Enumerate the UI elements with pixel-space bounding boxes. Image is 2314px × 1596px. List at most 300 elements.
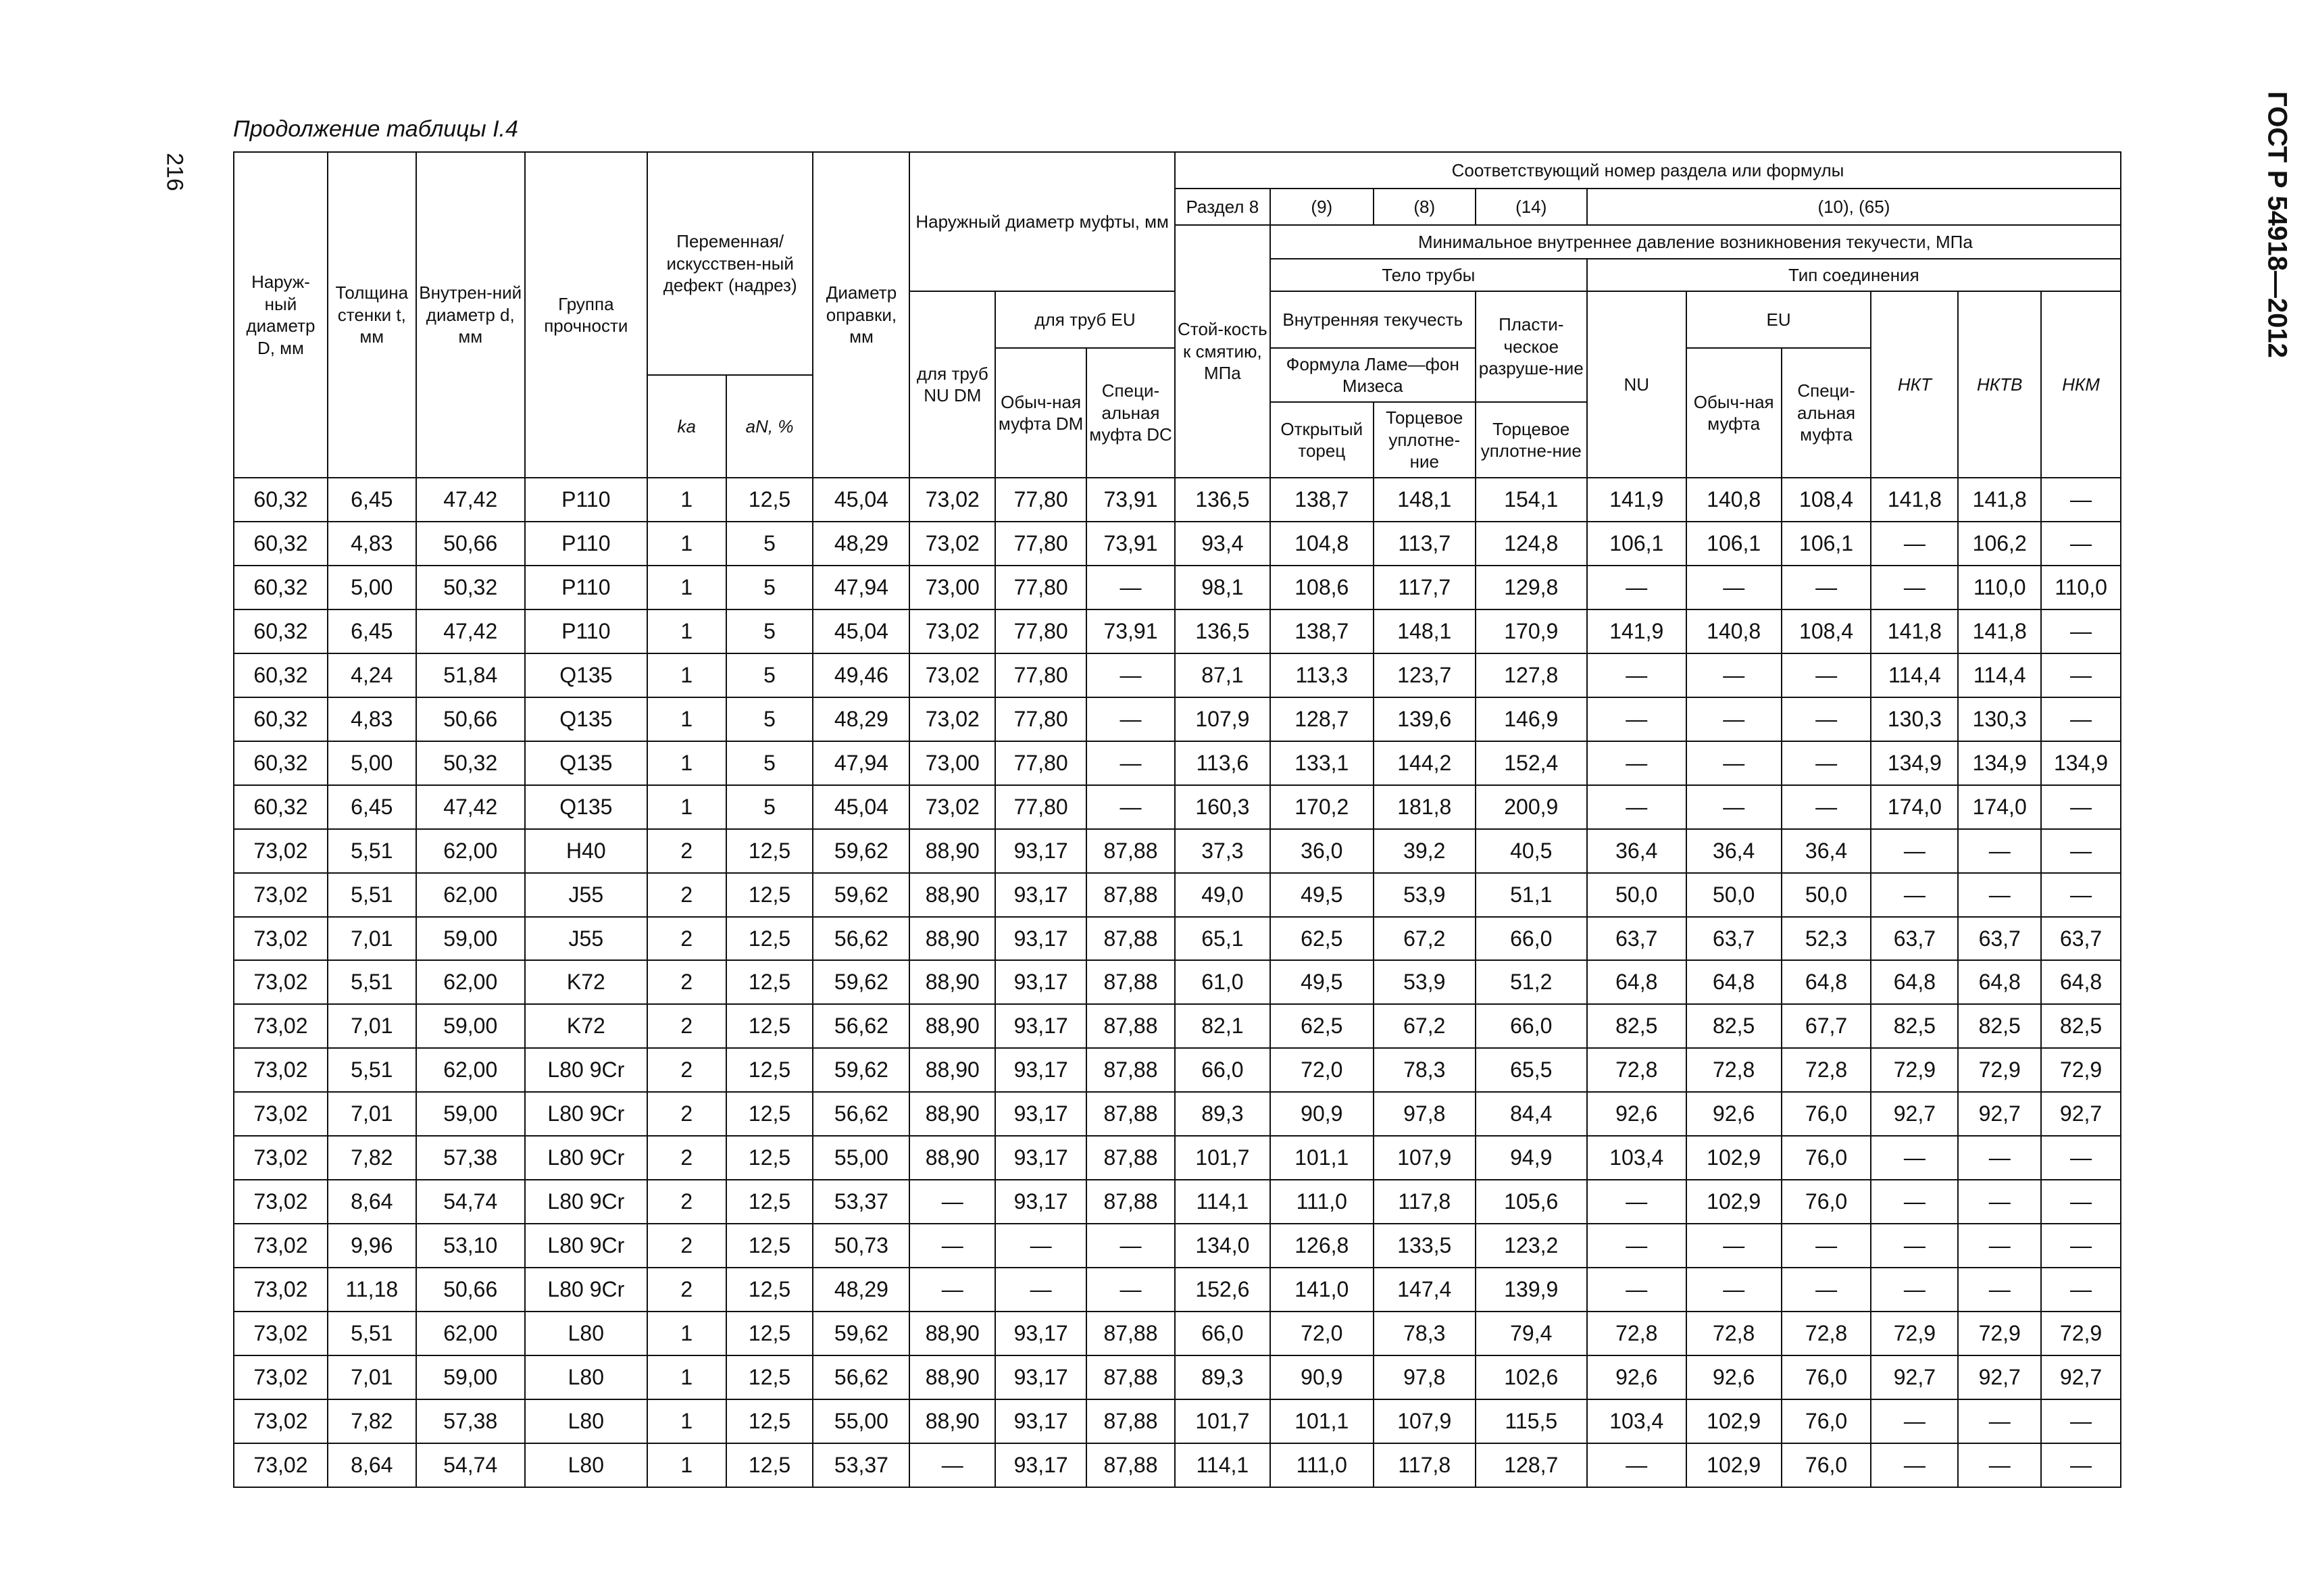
- table-cell: 59,00: [416, 1004, 525, 1048]
- table-cell: 134,9: [1871, 741, 1958, 785]
- table-cell: 87,88: [1086, 1004, 1175, 1048]
- table-cell: 2: [647, 960, 726, 1004]
- table-cell: 93,17: [995, 1048, 1086, 1092]
- table-cell: 93,17: [995, 1355, 1086, 1399]
- table-cell: 76,0: [1782, 1092, 1871, 1136]
- header-an: aN, %: [726, 375, 813, 478]
- table-cell: 108,4: [1782, 609, 1871, 653]
- table-cell: 50,0: [1782, 873, 1871, 917]
- table-cell: 134,0: [1175, 1224, 1270, 1268]
- table-cell: 93,17: [995, 1443, 1086, 1487]
- table-cell: 12,5: [726, 917, 813, 961]
- table-cell: —: [2041, 522, 2121, 566]
- table-cell: 45,04: [813, 785, 909, 829]
- table-cell: 102,9: [1686, 1443, 1782, 1487]
- table-cell: 73,02: [909, 697, 995, 741]
- table-cell: 88,90: [909, 1136, 995, 1180]
- table-cell: 148,1: [1374, 609, 1476, 653]
- table-cell: 113,3: [1270, 653, 1374, 697]
- table-cell: —: [995, 1224, 1086, 1268]
- table-row: [234, 1443, 2121, 1487]
- table-cell: 79,4: [1476, 1312, 1587, 1355]
- table-cell: 62,5: [1270, 1004, 1374, 1048]
- table-cell: L80 9Cr: [525, 1048, 647, 1092]
- table-cell: 82,5: [1587, 1004, 1686, 1048]
- table-cell: 7,01: [328, 1355, 416, 1399]
- table-cell: 114,1: [1175, 1443, 1270, 1487]
- table-cell: L80: [525, 1443, 647, 1487]
- table-cell: —: [2041, 829, 2121, 873]
- table-cell: 53,9: [1374, 873, 1476, 917]
- table-cell: 47,42: [416, 785, 525, 829]
- table-cell: 111,0: [1270, 1180, 1374, 1224]
- header-plastic-failure: Пласти-ческое разруше-ние: [1476, 291, 1587, 402]
- table-cell: 108,6: [1270, 566, 1374, 609]
- table-cell: 72,9: [1871, 1312, 1958, 1355]
- table-cell: 62,00: [416, 829, 525, 873]
- table-cell: 87,88: [1086, 873, 1175, 917]
- table-cell: 88,90: [909, 1355, 995, 1399]
- table-cell: 105,6: [1476, 1180, 1587, 1224]
- table-cell: 50,73: [813, 1224, 909, 1268]
- table-cell: 56,62: [813, 1092, 909, 1136]
- header-coupling-od: Наружный диаметр муфты, мм: [909, 152, 1175, 291]
- table-cell: —: [1686, 566, 1782, 609]
- table-cell: 87,88: [1086, 829, 1175, 873]
- table-cell: —: [2041, 1136, 2121, 1180]
- table-cell: —: [2041, 653, 2121, 697]
- table-cell: 87,88: [1086, 1443, 1175, 1487]
- table-cell: 63,7: [2041, 917, 2121, 961]
- table-cell: 49,46: [813, 653, 909, 697]
- table-cell: 67,7: [1782, 1004, 1871, 1048]
- table-cell: 6,45: [328, 785, 416, 829]
- table-cell: 73,02: [909, 785, 995, 829]
- table-cell: 72,8: [1782, 1048, 1871, 1092]
- table-cell: —: [1686, 653, 1782, 697]
- table-cell: H40: [525, 829, 647, 873]
- table-cell: 77,80: [995, 566, 1086, 609]
- table-cell: 12,5: [726, 1355, 813, 1399]
- table-row: [234, 1355, 2121, 1399]
- table-cell: 77,80: [995, 785, 1086, 829]
- table-cell: —: [995, 1268, 1086, 1312]
- table-cell: 72,0: [1270, 1048, 1374, 1092]
- header-internal-yield: Внутренняя текучесть: [1270, 291, 1476, 348]
- header-special-coupling: Специ-альная муфта DC: [1086, 348, 1175, 478]
- table-cell: 148,1: [1374, 478, 1476, 522]
- table-cell: —: [1782, 1268, 1871, 1312]
- table-cell: 5,00: [328, 741, 416, 785]
- table-cell: 66,0: [1476, 917, 1587, 961]
- table-cell: 5: [726, 785, 813, 829]
- table-cell: 73,91: [1086, 478, 1175, 522]
- table-row: [234, 1048, 2121, 1092]
- table-cell: —: [1958, 1224, 2041, 1268]
- table-cell: 48,29: [813, 522, 909, 566]
- table-cell: 92,6: [1587, 1355, 1686, 1399]
- table-cell: 5,51: [328, 1048, 416, 1092]
- table-cell: 88,90: [909, 1004, 995, 1048]
- table-cell: 59,00: [416, 1355, 525, 1399]
- table-cell: 106,1: [1686, 522, 1782, 566]
- table-cell: 59,62: [813, 873, 909, 917]
- table-cell: —: [2041, 1268, 2121, 1312]
- table-cell: 114,4: [1958, 653, 2041, 697]
- table-cell: L80: [525, 1355, 647, 1399]
- table-cell: 56,62: [813, 1355, 909, 1399]
- table-cell: 73,02: [234, 1312, 328, 1355]
- header-open-end: Открытый торец: [1270, 402, 1374, 478]
- table-cell: 160,3: [1175, 785, 1270, 829]
- table-cell: 7,01: [328, 1004, 416, 1048]
- table-cell: K72: [525, 960, 647, 1004]
- table-cell: 84,4: [1476, 1092, 1587, 1136]
- table-cell: —: [1958, 1268, 2041, 1312]
- table-cell: —: [1871, 1136, 1958, 1180]
- table-cell: 93,17: [995, 960, 1086, 1004]
- table-cell: 136,5: [1175, 478, 1270, 522]
- table-cell: 87,88: [1086, 1399, 1175, 1443]
- table-cell: 126,8: [1270, 1224, 1374, 1268]
- table-cell: 60,32: [234, 653, 328, 697]
- table-cell: 1: [647, 1443, 726, 1487]
- table-cell: 170,9: [1476, 609, 1587, 653]
- table-cell: 174,0: [1958, 785, 2041, 829]
- table-cell: —: [1958, 1399, 2041, 1443]
- table-cell: 88,90: [909, 917, 995, 961]
- table-cell: 111,0: [1270, 1443, 1374, 1487]
- table-cell: 50,32: [416, 566, 525, 609]
- table-cell: 138,7: [1270, 609, 1374, 653]
- table-cell: 141,8: [1871, 478, 1958, 522]
- table-cell: 5,51: [328, 829, 416, 873]
- table-cell: 133,5: [1374, 1224, 1476, 1268]
- table-cell: —: [909, 1268, 995, 1312]
- header-outer-diameter: Наруж-ный диаметр D, мм: [234, 152, 328, 478]
- table-cell: 92,7: [1958, 1092, 2041, 1136]
- table-cell: 59,62: [813, 960, 909, 1004]
- table-cell: 93,4: [1175, 522, 1270, 566]
- table-cell: 47,94: [813, 741, 909, 785]
- table-cell: 40,5: [1476, 829, 1587, 873]
- table-cell: —: [1871, 522, 1958, 566]
- table-cell: —: [1587, 741, 1686, 785]
- table-cell: 76,0: [1782, 1136, 1871, 1180]
- table-cell: 66,0: [1175, 1312, 1270, 1355]
- table-row: [234, 741, 2121, 785]
- table-cell: 49,0: [1175, 873, 1270, 917]
- table-cell: 1: [647, 478, 726, 522]
- table-cell: —: [909, 1180, 995, 1224]
- table-row: [234, 873, 2121, 917]
- table-cell: 73,02: [234, 1399, 328, 1443]
- table-cell: —: [1086, 697, 1175, 741]
- table-cell: 1: [647, 522, 726, 566]
- table-cell: 110,0: [2041, 566, 2121, 609]
- header-section-8: Раздел 8: [1175, 189, 1270, 225]
- table-cell: L80 9Cr: [525, 1136, 647, 1180]
- table-cell: 141,8: [1871, 609, 1958, 653]
- table-cell: 87,88: [1086, 1180, 1175, 1224]
- table-cell: 101,7: [1175, 1399, 1270, 1443]
- table-row: [234, 1224, 2121, 1268]
- table-cell: —: [1086, 1268, 1175, 1312]
- table-cell: 5: [726, 522, 813, 566]
- table-cell: 108,4: [1782, 478, 1871, 522]
- table-cell: 93,17: [995, 1092, 1086, 1136]
- table-cell: 63,7: [1587, 917, 1686, 961]
- table-cell: —: [909, 1224, 995, 1268]
- table-cell: 47,94: [813, 566, 909, 609]
- table-cell: —: [1587, 653, 1686, 697]
- table-cell: 73,02: [234, 829, 328, 873]
- table-cell: —: [1686, 1224, 1782, 1268]
- table-cell: 47,42: [416, 609, 525, 653]
- table-cell: L80 9Cr: [525, 1180, 647, 1224]
- table-cell: 141,0: [1270, 1268, 1374, 1312]
- table-cell: 53,9: [1374, 960, 1476, 1004]
- table-cell: 72,8: [1782, 1312, 1871, 1355]
- table-cell: 45,04: [813, 609, 909, 653]
- header-end-seal: Торцевое уплотне-ние: [1374, 402, 1476, 478]
- table-cell: 117,7: [1374, 566, 1476, 609]
- table-cell: 87,88: [1086, 1048, 1175, 1092]
- table-cell: 77,80: [995, 609, 1086, 653]
- table-cell: 12,5: [726, 873, 813, 917]
- table-cell: 89,3: [1175, 1355, 1270, 1399]
- table-cell: 72,9: [1958, 1312, 2041, 1355]
- table-cell: 72,9: [2041, 1312, 2121, 1355]
- table-cell: 52,3: [1782, 917, 1871, 961]
- table-cell: 62,00: [416, 873, 525, 917]
- data-table: [233, 151, 2121, 1488]
- table-cell: 92,7: [1958, 1355, 2041, 1399]
- table-cell: 92,6: [1686, 1355, 1782, 1399]
- table-cell: 136,5: [1175, 609, 1270, 653]
- table-cell: 36,4: [1686, 829, 1782, 873]
- table-cell: 2: [647, 1224, 726, 1268]
- table-cell: 72,8: [1587, 1312, 1686, 1355]
- table-cell: 73,02: [234, 1048, 328, 1092]
- table-cell: L80 9Cr: [525, 1092, 647, 1136]
- table-cell: —: [2041, 1224, 2121, 1268]
- table-cell: 50,66: [416, 1268, 525, 1312]
- table-cell: 92,6: [1686, 1092, 1782, 1136]
- header-ka: ka: [647, 375, 726, 478]
- table-cell: 55,00: [813, 1399, 909, 1443]
- table-cell: —: [1587, 697, 1686, 741]
- table-cell: 106,1: [1782, 522, 1871, 566]
- table-cell: 1: [647, 1355, 726, 1399]
- table-cell: 57,38: [416, 1399, 525, 1443]
- table-cell: 53,10: [416, 1224, 525, 1268]
- table-cell: 64,8: [1686, 960, 1782, 1004]
- table-row: [234, 1180, 2121, 1224]
- table-cell: 1: [647, 741, 726, 785]
- table-cell: 181,8: [1374, 785, 1476, 829]
- table-cell: 141,9: [1587, 478, 1686, 522]
- header-eu-regular: Обыч-ная муфта: [1686, 348, 1782, 478]
- table-cell: 8,64: [328, 1443, 416, 1487]
- table-cell: 7,82: [328, 1399, 416, 1443]
- table-cell: 54,74: [416, 1443, 525, 1487]
- table-cell: 7,82: [328, 1136, 416, 1180]
- table-cell: 128,7: [1270, 697, 1374, 741]
- table-cell: Q135: [525, 653, 647, 697]
- table-cell: 4,83: [328, 522, 416, 566]
- table-cell: 124,8: [1476, 522, 1587, 566]
- table-cell: 123,2: [1476, 1224, 1587, 1268]
- table-cell: 141,8: [1958, 609, 2041, 653]
- table-cell: 139,9: [1476, 1268, 1587, 1312]
- table-cell: 62,00: [416, 1048, 525, 1092]
- table-cell: 60,32: [234, 478, 328, 522]
- table-cell: 62,5: [1270, 917, 1374, 961]
- table-cell: Q135: [525, 785, 647, 829]
- header-for-nu-pipes: для труб NU DM: [909, 291, 995, 478]
- table-cell: 64,8: [1782, 960, 1871, 1004]
- table-cell: 73,02: [234, 1355, 328, 1399]
- table-cell: 60,32: [234, 609, 328, 653]
- table-cell: 61,0: [1175, 960, 1270, 1004]
- table-cell: P110: [525, 478, 647, 522]
- table-cell: 66,0: [1476, 1004, 1587, 1048]
- table-cell: —: [2041, 785, 2121, 829]
- table-cell: Q135: [525, 741, 647, 785]
- table-cell: 77,80: [995, 522, 1086, 566]
- table-cell: 2: [647, 917, 726, 961]
- table-cell: 64,8: [2041, 960, 2121, 1004]
- table-cell: Q135: [525, 697, 647, 741]
- table-cell: 90,9: [1270, 1092, 1374, 1136]
- table-cell: 5: [726, 653, 813, 697]
- table-cell: —: [2041, 1180, 2121, 1224]
- table-cell: —: [1782, 653, 1871, 697]
- table-cell: 93,17: [995, 829, 1086, 873]
- table-cell: 77,80: [995, 478, 1086, 522]
- table-cell: 60,32: [234, 785, 328, 829]
- table-cell: 50,0: [1587, 873, 1686, 917]
- table-cell: 50,32: [416, 741, 525, 785]
- table-cell: —: [1871, 1268, 1958, 1312]
- table-cell: 72,9: [2041, 1048, 2121, 1092]
- table-cell: —: [1686, 697, 1782, 741]
- table-cell: 101,7: [1175, 1136, 1270, 1180]
- table-cell: 141,9: [1587, 609, 1686, 653]
- table-cell: 2: [647, 1092, 726, 1136]
- table-cell: 60,32: [234, 522, 328, 566]
- table-cell: 63,7: [1871, 917, 1958, 961]
- table-cell: 47,42: [416, 478, 525, 522]
- table-cell: 60,32: [234, 566, 328, 609]
- table-cell: 55,00: [813, 1136, 909, 1180]
- table-cell: —: [1958, 873, 2041, 917]
- table-cell: —: [1871, 873, 1958, 917]
- table-cell: 63,7: [1686, 917, 1782, 961]
- table-cell: 56,62: [813, 1004, 909, 1048]
- table-cell: —: [1686, 741, 1782, 785]
- table-cell: 93,17: [995, 1399, 1086, 1443]
- table-cell: 73,02: [234, 1180, 328, 1224]
- table-cell: —: [1871, 829, 1958, 873]
- table-cell: 49,5: [1270, 960, 1374, 1004]
- table-cell: 12,5: [726, 1092, 813, 1136]
- header-for-eu-pipes: для труб EU: [995, 291, 1175, 348]
- table-cell: 8,64: [328, 1180, 416, 1224]
- table-cell: 146,9: [1476, 697, 1587, 741]
- table-cell: —: [1871, 1399, 1958, 1443]
- table-cell: 73,02: [234, 873, 328, 917]
- table-cell: L80 9Cr: [525, 1268, 647, 1312]
- table-row: [234, 478, 2121, 522]
- table-cell: 106,1: [1587, 522, 1686, 566]
- table-cell: 6,45: [328, 478, 416, 522]
- table-cell: 139,6: [1374, 697, 1476, 741]
- table-cell: 12,5: [726, 1224, 813, 1268]
- table-cell: 1: [647, 785, 726, 829]
- table-cell: —: [1782, 785, 1871, 829]
- table-cell: 12,5: [726, 1443, 813, 1487]
- table-cell: 147,4: [1374, 1268, 1476, 1312]
- table-cell: —: [1086, 741, 1175, 785]
- table-cell: 53,37: [813, 1180, 909, 1224]
- table-cell: 92,7: [1871, 1092, 1958, 1136]
- table-cell: 64,8: [1958, 960, 2041, 1004]
- table-row: [234, 1312, 2121, 1355]
- table-cell: 97,8: [1374, 1092, 1476, 1136]
- table-cell: 87,88: [1086, 1136, 1175, 1180]
- table-cell: 60,32: [234, 697, 328, 741]
- table-cell: 77,80: [995, 653, 1086, 697]
- table-cell: 73,02: [909, 653, 995, 697]
- table-cell: 67,2: [1374, 917, 1476, 961]
- table-row: [234, 566, 2121, 609]
- table-cell: 77,80: [995, 697, 1086, 741]
- table-cell: 92,7: [2041, 1092, 2121, 1136]
- table-cell: 5,00: [328, 566, 416, 609]
- table-cell: 72,9: [1871, 1048, 1958, 1092]
- table-cell: —: [2041, 1443, 2121, 1487]
- table-cell: 6,45: [328, 609, 416, 653]
- header-eu: EU: [1686, 291, 1871, 348]
- table-cell: 50,66: [416, 697, 525, 741]
- table-cell: 87,88: [1086, 1092, 1175, 1136]
- table-cell: 93,17: [995, 1136, 1086, 1180]
- table-cell: 200,9: [1476, 785, 1587, 829]
- header-formula-10-65: (10), (65): [1587, 189, 2121, 225]
- table-cell: —: [1958, 1443, 2041, 1487]
- table-cell: —: [1871, 566, 1958, 609]
- table-cell: 128,7: [1476, 1443, 1587, 1487]
- table-cell: J55: [525, 917, 647, 961]
- table-cell: 82,5: [1686, 1004, 1782, 1048]
- table-cell: 36,0: [1270, 829, 1374, 873]
- table-cell: 2: [647, 1004, 726, 1048]
- table-cell: —: [1782, 1224, 1871, 1268]
- table-cell: 76,0: [1782, 1399, 1871, 1443]
- table-cell: 88,90: [909, 873, 995, 917]
- table-row: [234, 653, 2121, 697]
- table-cell: 65,5: [1476, 1048, 1587, 1092]
- header-formula-8: (8): [1374, 189, 1476, 225]
- header-lame-formula: Формула Ламе—фон Мизеса: [1270, 348, 1476, 402]
- table-cell: —: [1587, 566, 1686, 609]
- table-cell: 107,9: [1175, 697, 1270, 741]
- header-mandrel-diameter: Диаметр оправки, мм: [813, 152, 909, 478]
- table-cell: 104,8: [1270, 522, 1374, 566]
- table-body: [234, 478, 2121, 1487]
